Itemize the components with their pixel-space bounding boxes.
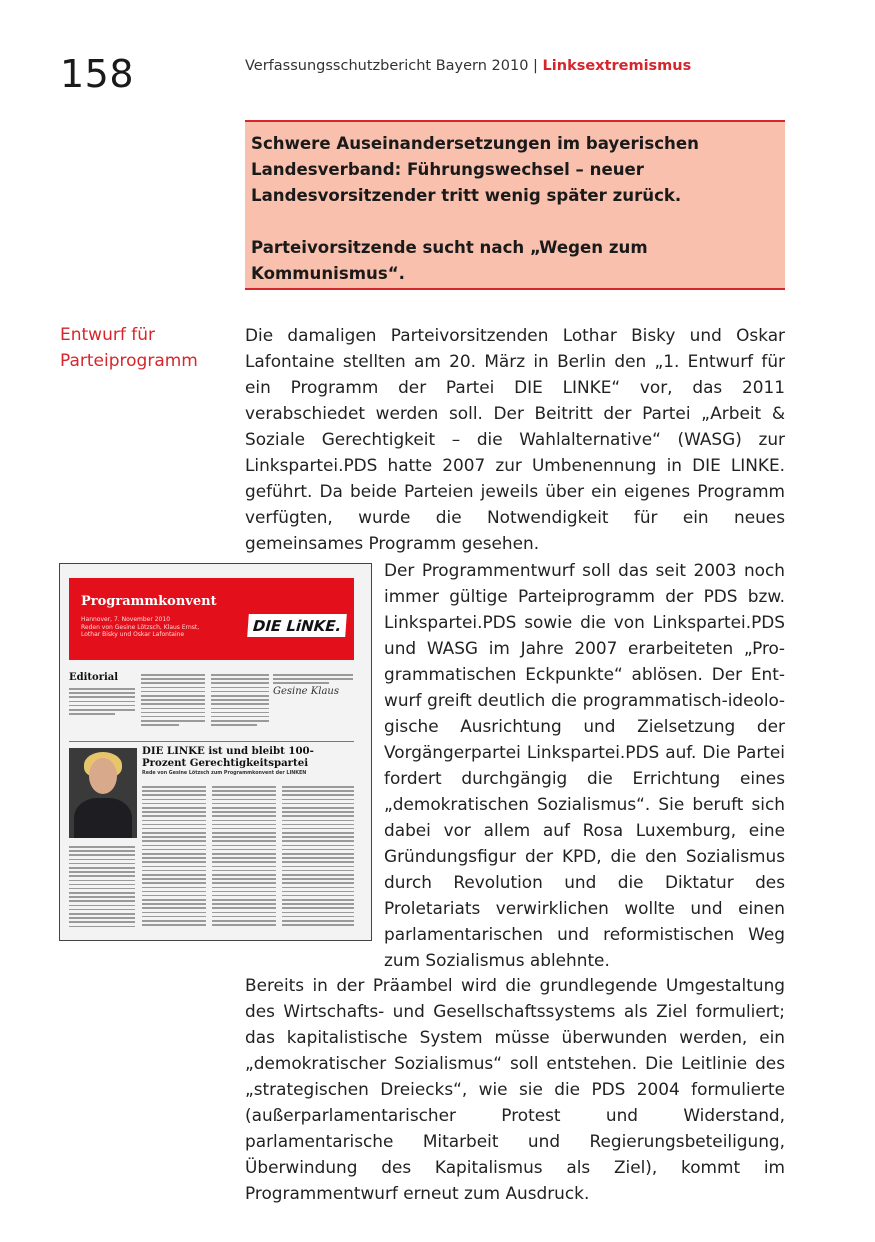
newspaper-divider xyxy=(69,741,354,742)
newspaper-banner-subtitle: Reden von Gesine Lötzsch, Klaus Ernst, xyxy=(81,623,200,631)
running-header xyxy=(245,58,691,74)
newspaper-text-column xyxy=(282,786,354,928)
body-paragraph-3: Bereits in der Präambel wird die grundlegende Umgestaltung des Wirtschafts- und Gesellschaftssystems als Ziel formuliert; das kapitalistische System müsse überwunden werden, ein „demokratischer Sozialismus“ soll entstehen. Die Leitlinie des „strategischen Dreiecks“, wie sie die PDS 2004 formulierte (außerparlamentarischer Protest und Widerstand, parlamentarische Mitarbeit und Regierungsbeteiligung, Überwindung des Kapitalismus als Ziel), kommt im Programmentwurf erneut zum Ausdruck. xyxy=(245,975,785,1203)
margin-note: Entwurf für Parteiprogramm xyxy=(60,325,198,371)
newspaper-text-column xyxy=(211,674,269,728)
newspaper-text-column xyxy=(69,846,135,930)
newspaper-text-column xyxy=(212,786,276,928)
newspaper-deck: Rede von Gesine Lötzsch zum Programmkonvent der LINKEN xyxy=(142,771,307,776)
newspaper-banner-title: Programmkonvent xyxy=(81,594,217,609)
newspaper-editorial-heading: Editorial xyxy=(69,672,119,683)
header-separator: | xyxy=(533,58,538,74)
section-title: Linksextremismus xyxy=(542,58,692,74)
newspaper-banner xyxy=(69,578,354,660)
newspaper-banner-subtitle: Lothar Bisky und Oskar Lafontaine xyxy=(81,631,185,638)
newspaper-banner-subtitle: Hannover, 7. November 2010 xyxy=(81,616,171,623)
body-paragraph-2: Der Programmentwurf soll das seit 2003 noch immer gültige Parteiprogramm der PDS bzw. Linkspartei.PDS sowie die von Linkspartei.PDS und WASG im Jahre 2007 erarbeiteten „Programmatischen Eckpunkte“ ablösen. Der Entwurf greift deutlich die programmatisch-ideologische Ausrichtung und Zielsetzung der Vorgängerpartei Linkspartei.PDS auf. Die Partei fordert durchgängig die Errichtung eines „demokratischen Sozialismus“. Sie beruft sich dabei vor allem auf Rosa Luxemburg, eine Gründungsfigur der KPD, die den Sozialismus durch Revolution und die Diktatur des Proletariats verwirklichen wollte und einen parlamentarischen und reformistischen Weg zum Sozialismus ablehnte. xyxy=(384,560,785,970)
summary-paragraph: Parteivorsitzende sucht nach „Wegen zum Kommunismus“. xyxy=(251,238,648,283)
newspaper-image xyxy=(59,563,372,941)
summary-paragraph: Schwere Auseinandersetzungen im bayerischen Landesverband: Führungswechsel – neuer Landesvorsitzender tritt wenig später zurück. xyxy=(251,134,699,205)
portrait-photo xyxy=(69,748,137,838)
newspaper-text-column xyxy=(273,674,353,687)
body-paragraph-1: Die damaligen Parteivorsitzenden Lothar Bisky und Oskar Lafontaine stellten am 20. März in Berlin den „1. Entwurf für ein Programm der Partei DIE LINKE“ vor, das 2011 verabschiedet werden soll. Der Beitritt der Partei „Arbeit & Soziale Gerechtigkeit – die Wahlalternative“ (WASG) zur Linkspartei.PDS hatte 2007 zur Umbenennung in DIE LINKE. geführt. Da beide Parteien jeweils über ein eigenes Programm verfügten, wurde die Notwendigkeit für ein neues gemeinsames Programm gesehen. xyxy=(245,325,785,553)
publication-title: Verfassungsschutzbericht Bayern 2010 xyxy=(245,58,529,74)
newspaper-signature: Gesine Klaus xyxy=(273,686,339,697)
die-linke-logo: DIE LiNKE. xyxy=(247,614,347,637)
newspaper-text-column xyxy=(141,674,205,728)
summary-box xyxy=(245,120,785,290)
newspaper-headline: DIE LINKE ist und bleibt 100-Prozent Gerechtigkeitspartei xyxy=(142,745,314,769)
newspaper-text-column xyxy=(69,688,135,717)
page-number: 158 xyxy=(60,52,135,96)
newspaper-text-column xyxy=(142,786,206,928)
